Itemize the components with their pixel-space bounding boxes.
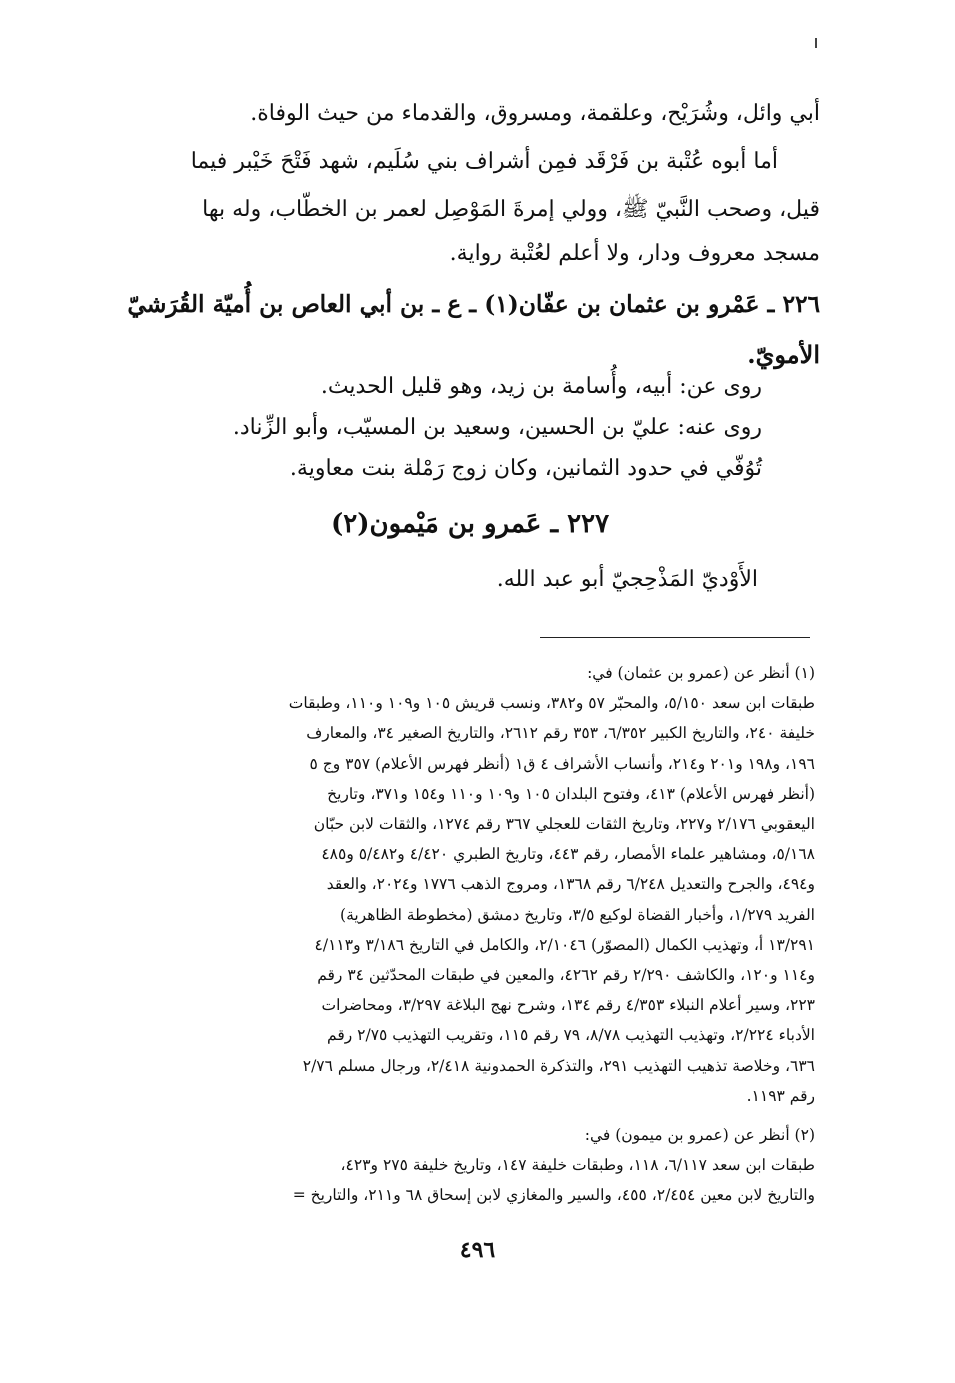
entry-227-heading: [120, 502, 820, 546]
entry-heading-line: ٢٢٧ ـ عَمرو بن مَيْمون(٢): [330, 509, 610, 539]
body-line: أبي وائل، وشُرَيْح، وعلقمة، ومسروق، والقدماء من حيث الوفاة.: [250, 101, 820, 126]
footnote-line: رقم ١١٩٣.: [746, 1086, 815, 1105]
entry-line: روى عنه: عليّ بن الحسين، وسعيد بن المسيّب، وأبو الزِّناد.: [232, 415, 762, 440]
body-line: أما أبوه عُتْبة بن فَرْقَد فمِن أشراف بني سُلَيم، شهد فَتْحَ خَيْبر فيما: [190, 149, 778, 174]
footnote-line: اليعقوبي ٢/١٧٦ و٢٢٧، وتاريخ الثقات للعجلي ٣٦٧ رقم ١٢٧٤، والثقات لابن حبّان: [313, 815, 815, 834]
footnote-1: [120, 658, 815, 1111]
footnote-line: والتاريخ لابن معين ٢/٤٥٤، ٤٥٥، والسير والمغازي لابن إسحاق ٦٨ و٢١١، والتاريخ =: [292, 1186, 815, 1205]
footnote-line: طبقات ابن سعد ٦/١١٧، ١١٨، وطبقات خليفة ١٤٧، وتاريخ خليفة ٢٧٥ و٤٢٣،: [340, 1156, 815, 1175]
entry-226-text: [120, 366, 820, 489]
body-line: مسجد معروف ودار، ولا أعلم لعُتْبة رواية.: [449, 241, 820, 266]
footnote-line: الفريد ١/٢٧٩، وأخبار القضاة لوكيع ٣/٥، وتاريخ دمشق (مخطوطة الظاهرية): [340, 905, 815, 924]
footnote-line: (٢) أنظر عن (عمرو بن ميمون) في:: [584, 1126, 815, 1144]
entry-heading-line: ٢٢٦ ـ عَمْرو بن عثمان بن عفّان(١) ـ ع ـ بن أبي العاص بن أُميّة القُرَشيّ: [127, 291, 820, 318]
footnote-separator: [540, 637, 810, 638]
entry-line: تُوُفّي في حدود الثمانين، وكان زوج رَمْلة بنت معاوية.: [289, 456, 762, 481]
entry-heading-line: الأمويّ.: [747, 340, 820, 369]
footnote-line: (أنظر فهرس الأعلام) ٤١٣، وفتوح البلدان ١٠٥ و١٠٩ و١١٠ و١٥٤ و٣٧١، وتاريخ: [327, 784, 815, 803]
footnote-line: و١١٤ و١٢٠، والكاشف ٢/٢٩٠ رقم ٤٢٦٢، والمعين في طبقات المحدّثين ٣٤ رقم: [317, 966, 815, 985]
entry-226-heading: [120, 280, 820, 380]
footnote-2: [120, 1120, 815, 1211]
footnote-line: خليفة ٢٤٠، والتاريخ الكبير ٦/٣٥٢، ٣٥٣ رقم ٢٦١٢، والتاريخ الصغير ٣٤، والمعارف: [306, 724, 815, 743]
entry-line: روى عن: أبيه، وأُسامة بن زيد، وهو قليل الحديث.: [320, 374, 762, 399]
body-line: قيل، وصحب النَّبيّ ﷺ، وولي إمرةَ المَوْصِل لعمر بن الخطّاب، وله بها: [202, 197, 820, 222]
entry-227-text: [120, 560, 820, 600]
footnote-line: ٦٣٦، وخلاصة تذهيب التهذيب ٢٩١، والتذكرة الحمدونية ٢/٤١٨، ورجال مسلم ٢/٧٦: [302, 1056, 815, 1075]
footnote-line: الأدباء ٢/٢٢٤، وتهذيب التهذيب ٨/٧٨، ٧٩ رقم ١١٥، وتقريب التهذيب ٢/٧٥ رقم: [327, 1026, 815, 1045]
footnote-line: و٤٩٤، والجرح والتعديل ٦/٢٤٨ رقم ١٣٦٨، ومروج الذهب ١٧٧٦ و٢٠٢٤، والعقد: [326, 875, 815, 894]
body-text: [120, 90, 820, 274]
margin-mark: [815, 38, 817, 48]
footnote-line: ٥/١٦٨، ومشاهير علماء الأمصار، رقم ٤٤٣، وتاريخ الطبري ٤/٤٢٠ و٥/٤٨٢ و٤٨٥: [321, 845, 815, 864]
footnote-line: ١٩٦، و١٩٨ و٢٠١ و٢١٤، وأنساب الأشراف ٤ ق١ (أنظر فهرس الأعلام) ٣٥٧ وج ٥: [309, 754, 815, 773]
page-number: ٤٩٦: [459, 1237, 496, 1263]
footnote-line: ١٣/٢٩١ أ، وتهذيب الكمال (المصوّر) ٢/١٠٤٦، والكامل في التاريخ ٣/١٨٦ و٤/١١٣: [314, 935, 815, 954]
entry-line: الأَوْديّ المَذْحِجيّ أبو عبد الله.: [496, 567, 758, 592]
footnote-line: طبقات ابن سعد ٥/١٥٠، والمحبّر ٥٧ و٣٨٢، ونسب قريش ١٠٥ و١٠٩ و١١٠، وطبقات: [288, 694, 815, 713]
footnote-line: ٢٢٣، وسير أعلام النبلاء ٤/٣٥٣ رقم ١٣٤، وشرح نهج البلاغة ٣/٢٩٧، ومحاضرات: [321, 996, 815, 1015]
footnote-line: (١) أنظر عن (عمرو بن عثمان) في:: [587, 664, 815, 682]
